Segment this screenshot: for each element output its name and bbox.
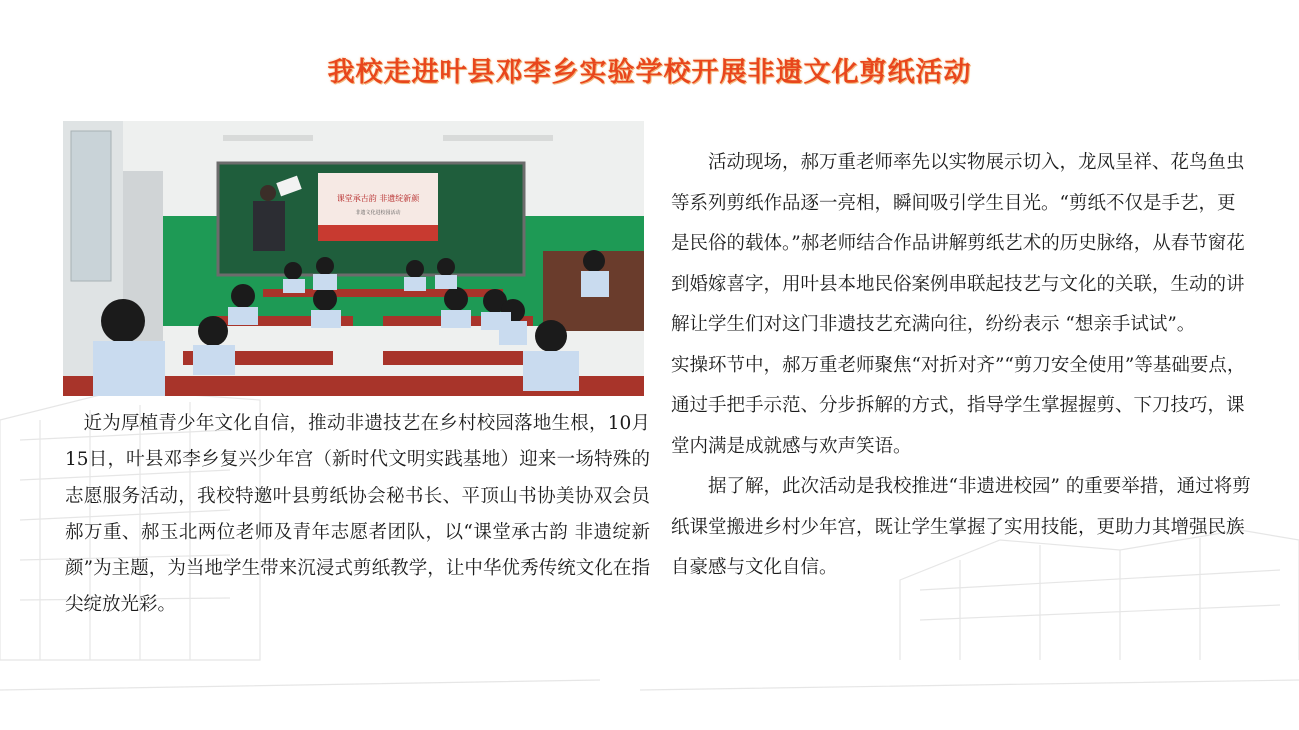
page-title: 我校走进叶县邓李乡实验学校开展非遗文化剪纸活动 [327,57,972,88]
intro-paragraph: 近为厚植青少年文化自信，推动非遗技艺在乡村校园落地生根，10月15日，叶县邓李乡复兴少年宫（新时代文明实践基地）迎来一场特殊的志愿服务活动，我校特邀叶县剪纸协会秘书长、平顶山书协美协双会员郝万重、郝玉北两位老师及青年志愿者团队，以“课堂承古韵 非遗绽新颜”为主题，为当地学生带来沉浸式剪纸教学，让中华优秀传统文化在指尖绽放光彩。 [65,413,650,616]
right-text-block [671,143,1251,589]
screen-title: 课堂承古韵 非遗绽新颜 [336,194,420,203]
activity-paragraph: 活动现场，郝万重老师率先以实物展示切入，龙凤呈祥、花鸟鱼虫等系列剪纸作品逐一亮相，瞬间吸引学生目光。“剪纸不仅是手艺，更是民俗的载体。”郝老师结合作品讲解剪纸艺术的历史脉络，从春节窗花到婚嫁喜字，用叶县本地民俗案例串联起技艺与文化的关联，生动的讲解让学生们对这门非遗技艺充满向往，纷纷表示 “想亲手试试”。 [671,152,1245,335]
summary-paragraph: 据了解，此次活动是我校推进“非遗进校园” 的重要举措，通过将剪纸课堂搬进乡村少年宫，既让学生掌握了实用技能，更助力其增强民族自豪感与文化自信。 [671,476,1251,578]
practice-paragraph: 实操环节中，郝万重老师聚焦“对折对齐”“剪刀安全使用”等基础要点，通过手把手示范、分步拆解的方式，指导学生掌握握剪、下刀技巧，课堂内满是成就感与欢声笑语。 [671,354,1246,457]
intro-text-block [65,406,650,624]
classroom-photo [63,121,644,396]
classroom-photo-image [63,121,644,396]
screen-subtitle: 非遗文化进校园活动 [355,210,401,216]
